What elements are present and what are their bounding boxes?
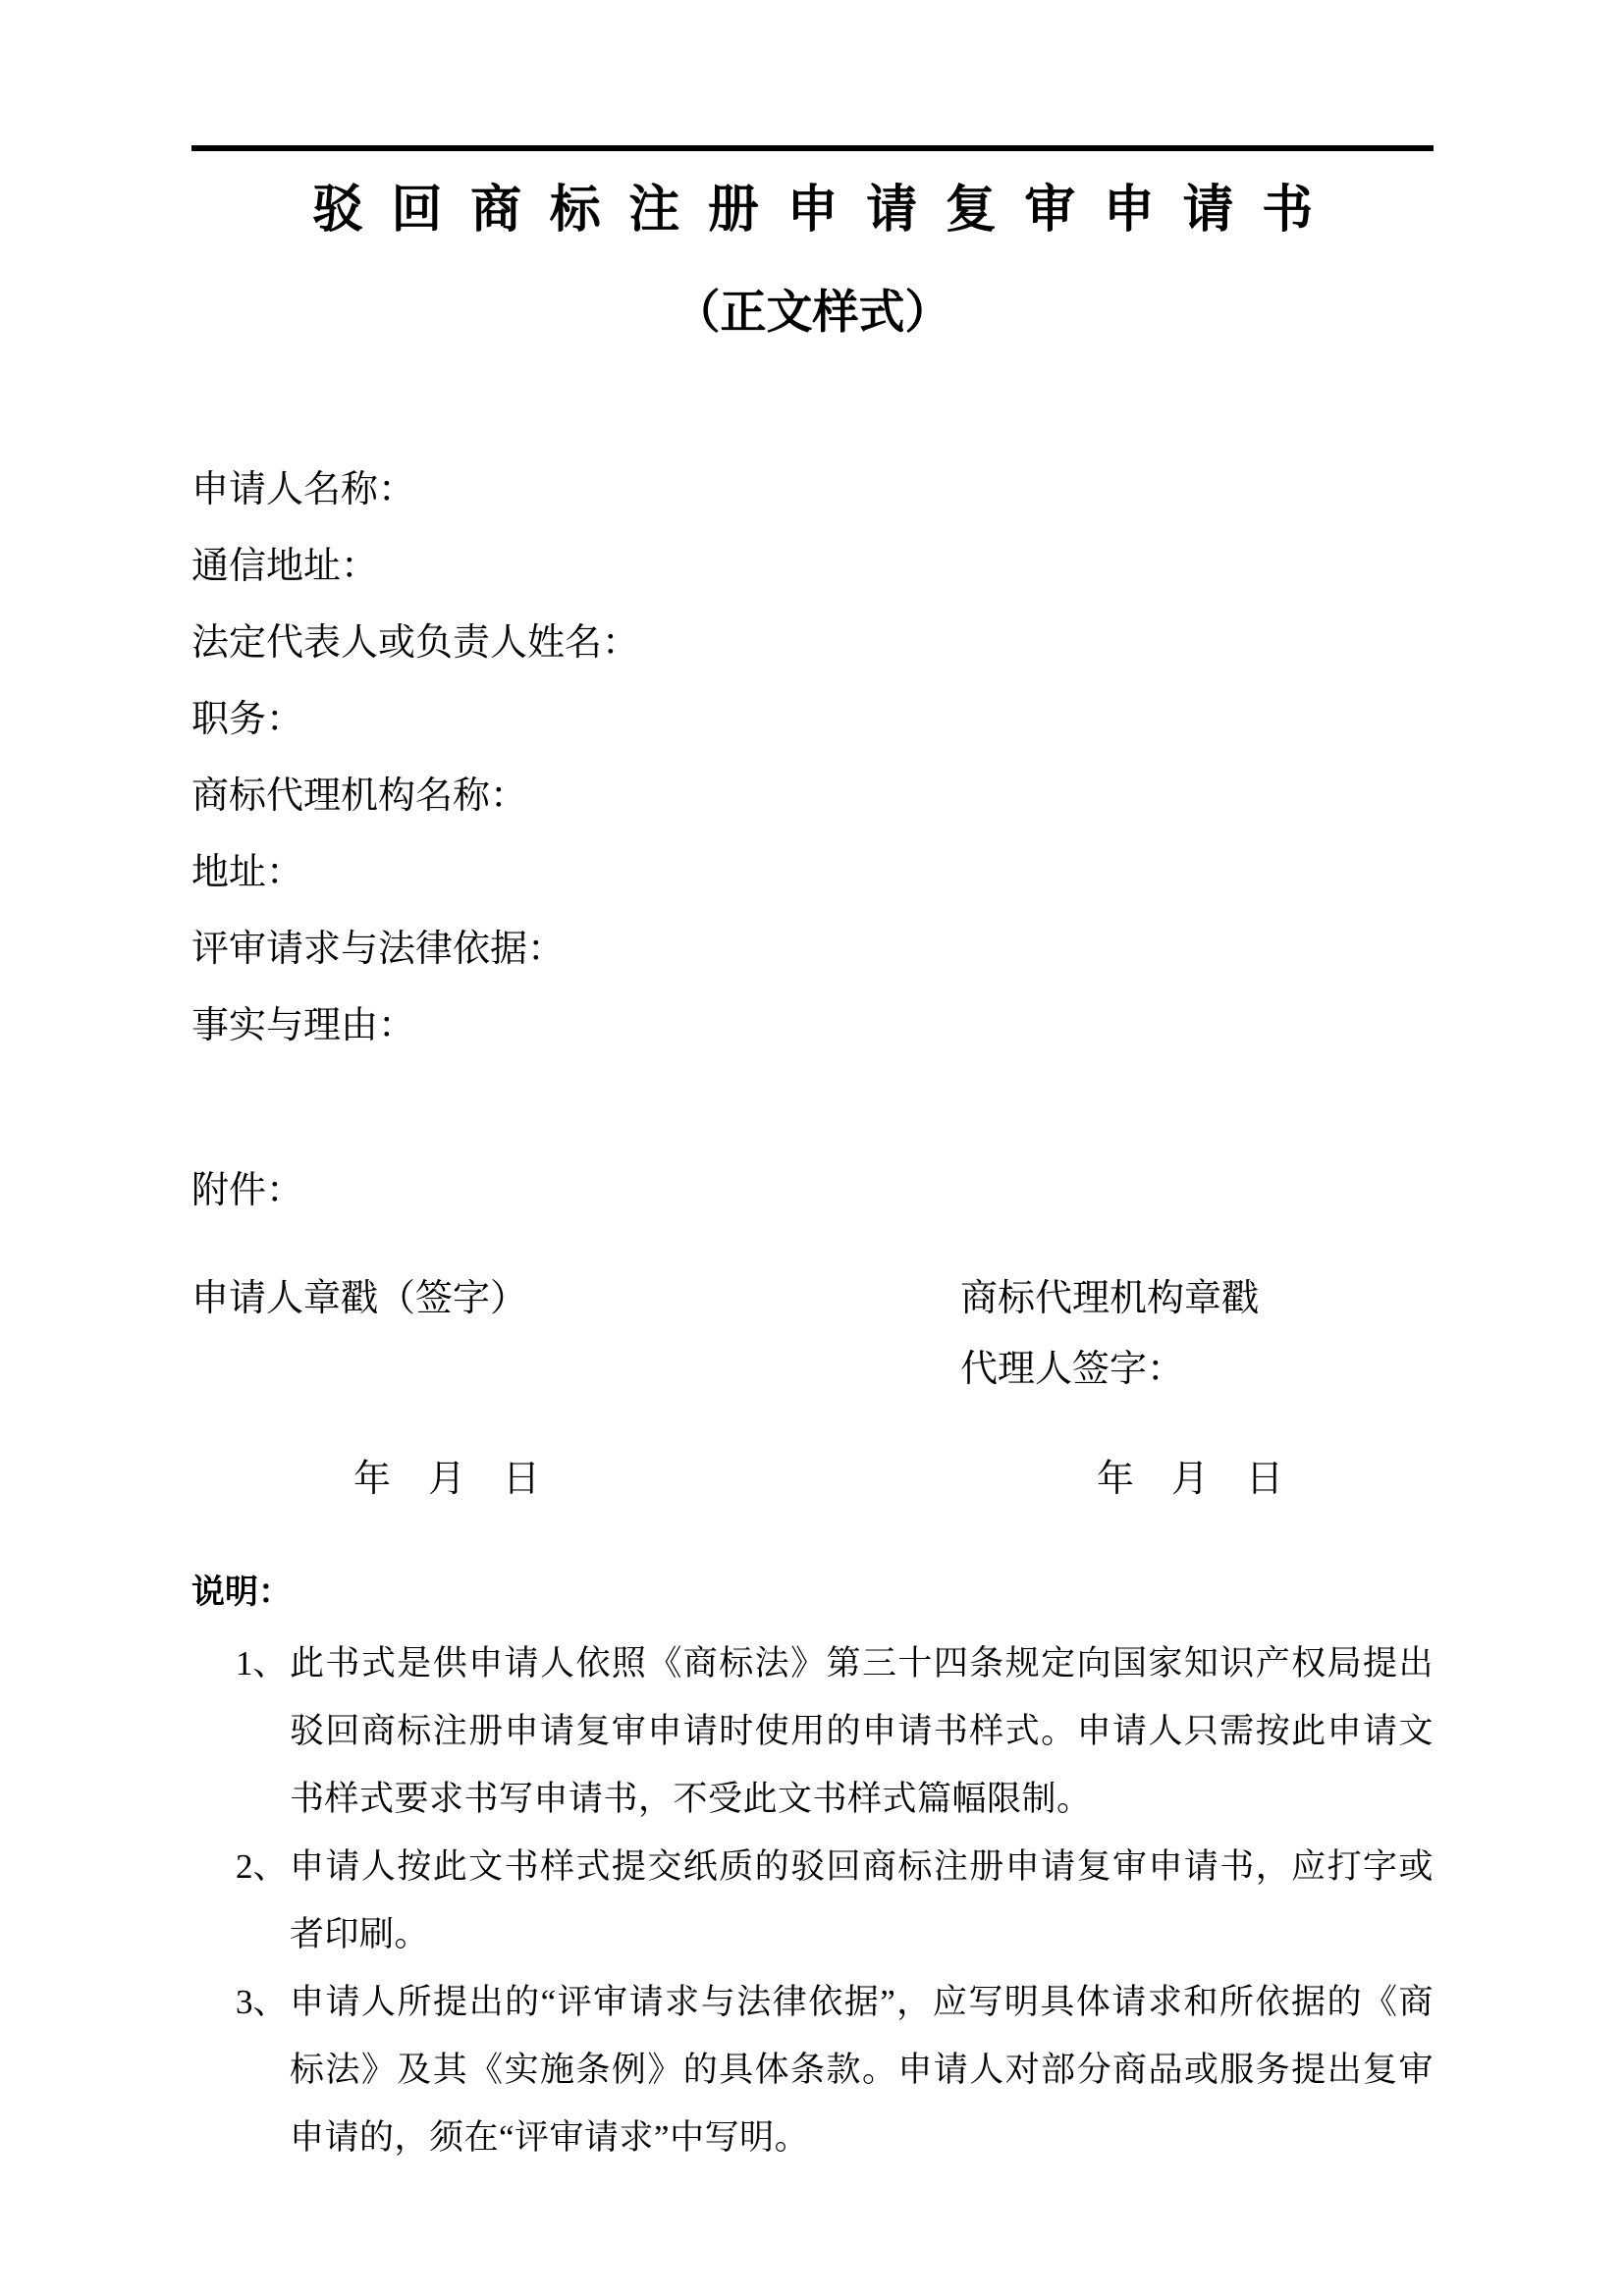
- date-row: [191, 1444, 1434, 1515]
- fields-section: [191, 452, 1434, 1229]
- field-position: 职务：: [191, 699, 304, 740]
- page-content: [0, 145, 1624, 2171]
- applicant-seal-label: 申请人章戳（签字）: [191, 1278, 528, 1319]
- field-applicant-name: 申请人名称：: [191, 469, 416, 510]
- note-2-number: 2、: [236, 1847, 288, 1886]
- field-agency-address: 地址：: [191, 852, 304, 893]
- note-2: [191, 1833, 1434, 1968]
- agency-seal-label: 商标代理机构章戳: [960, 1278, 1260, 1319]
- top-rule: [191, 145, 1434, 151]
- field-facts-reasons: 事实与理由：: [191, 1005, 416, 1046]
- note-1-number: 1、: [236, 1644, 288, 1682]
- date-left: 年 月 日: [353, 1459, 541, 1500]
- note-3-number: 3、: [236, 1983, 288, 2021]
- agency-signature-block: [960, 1263, 1259, 1405]
- field-attachments: 附件：: [191, 1170, 304, 1211]
- doc-title: 驳回商标注册申请复审申请书: [311, 183, 1341, 239]
- notes-list: [191, 1629, 1434, 2171]
- notes-heading: 说明：: [191, 1575, 292, 1611]
- note-3-text: 申请人所提出的“评审请求与法律依据”，应写明具体请求和所依据的《商标法》及其《实施条例》的具体条款。申请人对部分商品或服务提出复审申请的，须在“评审请求”中写明。: [290, 1983, 1434, 2157]
- agent-signature-label: 代理人签字：: [960, 1349, 1185, 1390]
- field-mailing-address: 通信地址：: [191, 546, 379, 587]
- signature-section: [191, 1263, 1434, 1405]
- field-agency-name: 商标代理机构名称：: [191, 775, 528, 817]
- note-1-text: 此书式是供申请人依照《商标法》第三十四条规定向国家知识产权局提出驳回商标注册申请复审申请时使用的申请书样式。申请人只需按此申请文书样式要求书写申请书，不受此文书样式篇幅限制。: [290, 1644, 1434, 1818]
- doc-subtitle: （正文样式）: [674, 288, 951, 339]
- field-legal-representative-name: 法定代表人或负责人姓名：: [191, 622, 640, 664]
- date-right: 年 月 日: [1097, 1459, 1284, 1500]
- note-2-text: 申请人按此文书样式提交纸质的驳回商标注册申请复审申请书，应打字或者印刷。: [290, 1847, 1434, 1953]
- note-1: [191, 1629, 1434, 1833]
- note-3: [191, 1968, 1434, 2171]
- field-review-request-legal-basis: 评审请求与法律依据：: [191, 929, 566, 970]
